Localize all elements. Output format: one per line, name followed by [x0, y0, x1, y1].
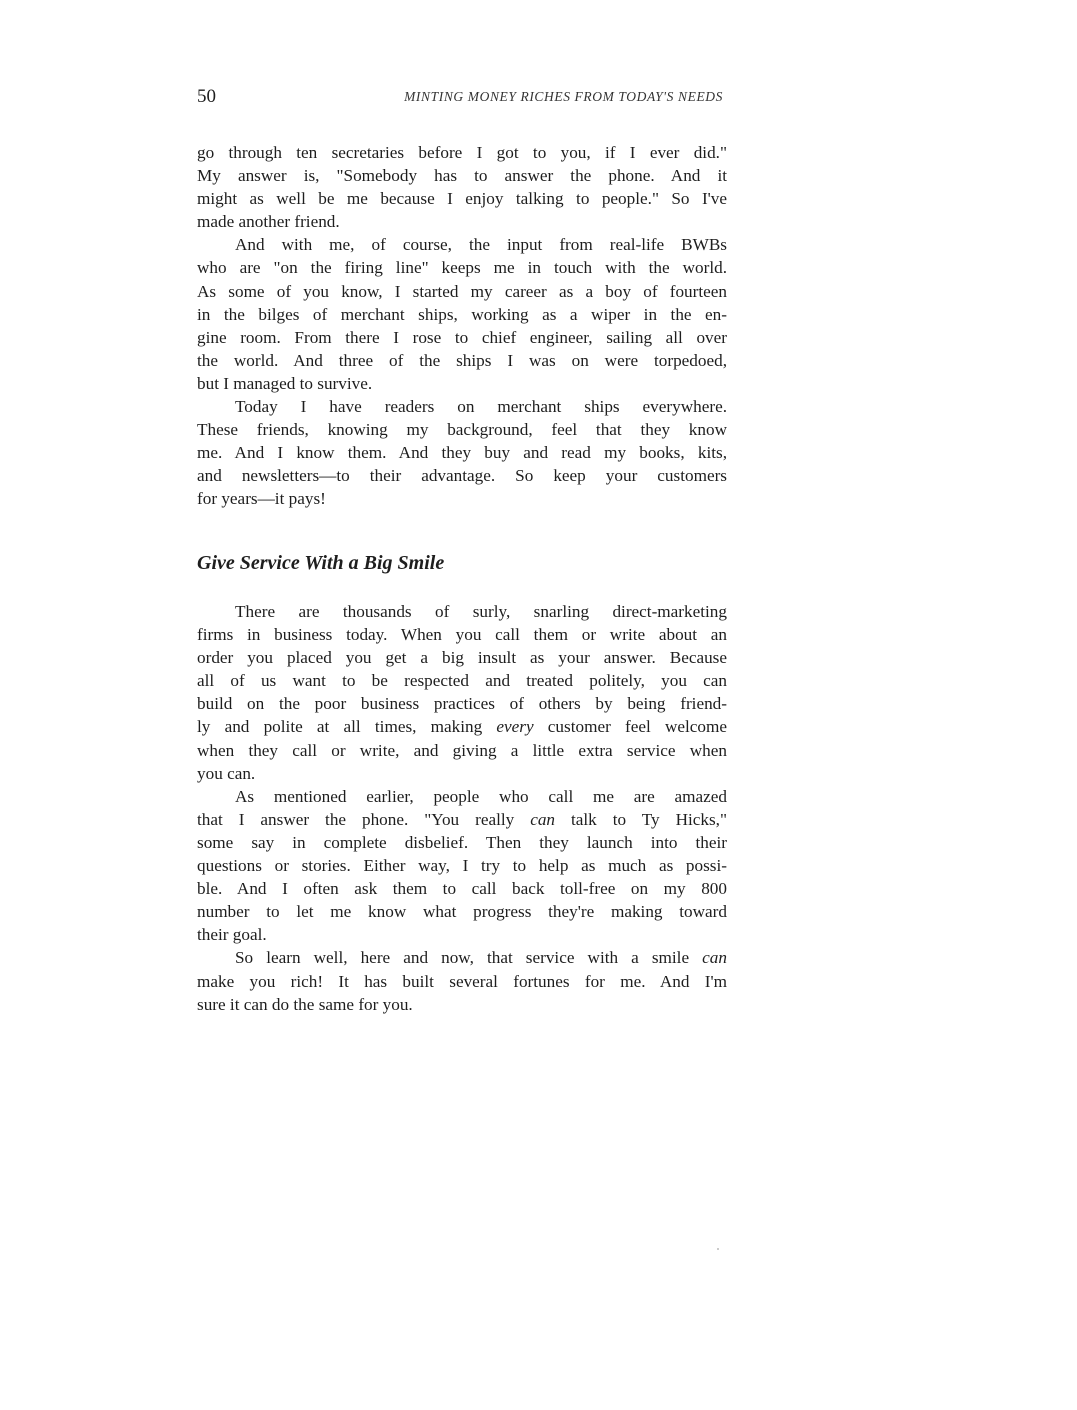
running-head: MINTING MONEY RICHES FROM TODAY'S NEEDS [404, 89, 723, 104]
text-line [197, 349, 727, 372]
text-line [197, 418, 727, 441]
text-run: their goal. [197, 925, 267, 945]
text-run: ly and polite at all times, making [197, 717, 497, 737]
text-line [197, 233, 727, 256]
text-run: make you rich! It has built several fortunes for me. And I'm [197, 971, 727, 991]
text-run: for years—it pays! [197, 489, 326, 509]
text-line [197, 395, 727, 418]
text-line [197, 715, 727, 738]
text-line [197, 854, 727, 877]
text-line [197, 372, 727, 395]
text-line [197, 164, 727, 187]
text-run: talk to Ty Hicks," [555, 809, 727, 829]
text-line [197, 464, 727, 487]
text-run: These friends, knowing my background, feel that they know [197, 420, 727, 440]
text-run: customer feel welcome [533, 717, 727, 737]
text-line [197, 669, 727, 692]
text-run: in the bilges of merchant ships, working as a wiper in the en- [197, 304, 727, 324]
emphasis-text: every [496, 717, 534, 737]
text-run: you can. [197, 763, 256, 783]
text-line [197, 923, 727, 946]
text-line [197, 877, 727, 900]
text-line [197, 900, 727, 923]
text-line [197, 692, 727, 715]
text-line [197, 187, 727, 210]
page-header [197, 86, 727, 112]
text-run: go through ten secretaries before I got to you, if I ever did." [197, 143, 727, 162]
text-run: As mentioned earlier, people who call me are amazed [235, 786, 727, 806]
text-line [197, 808, 727, 831]
text-run: that I answer the phone. "You really [197, 809, 531, 829]
text-run: made another friend. [197, 212, 340, 232]
text-run: gine room. From there I rose to chief engineer, sailing all over [197, 327, 727, 347]
text-run: As some of you know, I started my career as a boy of fourteen [197, 281, 727, 301]
text-run: Today I have readers on merchant ships everywhere. [235, 397, 727, 417]
text-line [197, 303, 727, 326]
text-run: order you placed you get a big insult as your answer. Because [197, 648, 727, 668]
text-line [197, 785, 727, 808]
text-line [197, 762, 727, 785]
text-run: some say in complete disbelief. Then they launch into their [197, 832, 727, 852]
text-line [197, 970, 727, 993]
section-heading: Give Service With a Big Smile [197, 552, 445, 574]
text-run: And with me, of course, the input from real-life BWBs [235, 235, 727, 255]
text-line [197, 739, 727, 762]
text-run: the world. And three of the ships I was on were torpedoed, [197, 350, 727, 370]
body-text-section-1 [197, 141, 727, 511]
text-line [197, 326, 727, 349]
text-run: might as well be me because I enjoy talking to people." So I've [197, 189, 727, 209]
text-line [197, 831, 727, 854]
text-run: My answer is, "Somebody has to answer the phone. And it [197, 166, 727, 186]
text-run: me. And I know them. And they buy and read my books, kits, [197, 443, 727, 463]
text-run: but I managed to survive. [197, 373, 373, 393]
page-number: 50 [197, 86, 216, 107]
text-line [197, 623, 727, 646]
text-run: number to let me know what progress they're making toward [197, 902, 727, 922]
text-run: So learn well, here and now, that service with a smile [235, 948, 703, 968]
text-line [197, 487, 727, 510]
text-run: who are "on the firing line" keeps me in touch with the world. [197, 258, 727, 278]
text-line [197, 993, 727, 1016]
text-line [197, 441, 727, 464]
text-line [197, 646, 727, 669]
body-text-section-2 [197, 600, 727, 1016]
scan-speck [717, 1248, 719, 1250]
text-line [197, 256, 727, 279]
text-run: questions or stories. Either way, I try to help as much as possi- [197, 856, 727, 876]
text-line [197, 210, 727, 233]
emphasis-text: can [530, 809, 556, 829]
text-line [197, 141, 727, 164]
emphasis-text: can [702, 948, 727, 968]
text-run: There are thousands of surly, snarling direct-marketing [235, 602, 727, 621]
text-line [197, 600, 727, 623]
text-line [197, 280, 727, 303]
text-run: ble. And I often ask them to call back toll-free on my 800 [197, 879, 727, 899]
text-run: and newsletters—to their advantage. So keep your customers [197, 466, 727, 486]
text-run: when they call or write, and giving a little extra service when [197, 740, 727, 760]
text-run: sure it can do the same for you. [197, 994, 413, 1014]
text-run: all of us want to be respected and treated politely, you can [197, 671, 727, 691]
text-line [197, 946, 727, 969]
text-run: build on the poor business practices of others by being friend- [197, 694, 727, 714]
text-run: firms in business today. When you call them or write about an [197, 625, 727, 645]
